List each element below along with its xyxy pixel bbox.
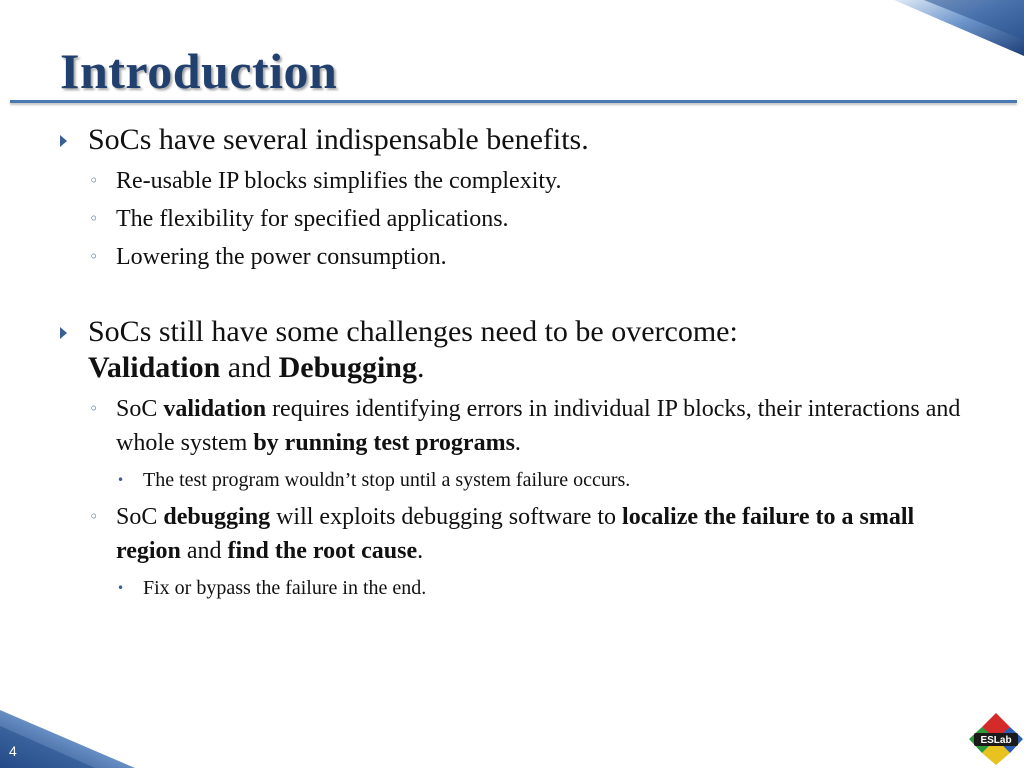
bullet-text: SoC [116,396,164,422]
bullet-level3 [0,574,1024,602]
bullet-text: The flexibility for specified applications. [116,206,509,232]
eslab-logo [966,710,1024,768]
bullet-level3 [0,466,1024,494]
dot-icon: • [117,581,125,595]
hollow-circle-icon: ◦ [89,171,99,190]
bullet-text: and [180,538,228,564]
bullet-text: . [417,538,424,564]
slide-title: Introduction [60,43,338,99]
bullet-text: SoCs have several indispensable benefits. [88,123,589,156]
hollow-circle-icon: ◦ [89,247,99,266]
bold-text: Validation [88,351,221,384]
hollow-circle-icon: ◦ [89,399,99,418]
hollow-circle-icon: ◦ [89,507,99,526]
bold-text: by running test programs [253,430,515,456]
corner-decoration-bottom-left [0,704,140,768]
bullet-text: Fix or bypass the failure in the end. [143,577,427,599]
triangle-right-icon [60,135,67,147]
bullet-level2-debugging [0,500,1024,568]
bullet-text: and [220,351,279,384]
bullet-text: requires identifying errors in individual IP blocks, their interactions and whole system [116,396,961,456]
logo-text: ESLab [980,735,1012,746]
bold-text: find the root cause [227,538,418,564]
bullet-text: . [416,351,425,384]
bullet-level2 [0,240,1024,274]
bullet-level2-validation [0,392,1024,460]
bullet-level1-challenges [0,314,1024,386]
bold-text: localize the failure to a small region [116,504,915,564]
title-underline [10,100,1017,103]
bullet-level2 [0,202,1024,236]
hollow-circle-icon: ◦ [89,209,99,228]
slide-body [0,122,1024,602]
page-number: 4 [9,743,17,759]
bullet-level2 [0,164,1024,198]
bold-text: Debugging [278,351,417,384]
bullet-text: Re-usable IP blocks simplifies the complexity. [116,168,562,194]
bullet-text: Lowering the power consumption. [116,244,447,270]
bullet-text: will exploits debugging software to [270,504,623,530]
bullet-text: The test program wouldn’t stop until a system failure occurs. [143,469,631,491]
bullet-text: SoC [116,504,164,530]
bold-text: validation [163,396,267,422]
bold-text: debugging [163,504,271,530]
dot-icon: • [117,473,125,487]
triangle-right-icon [60,327,67,339]
corner-decoration-top-right [884,0,1024,62]
bullet-text: SoCs still have some challenges need to be overcome: [88,315,738,348]
bullet-text: . [514,430,521,456]
bullet-level1-benefits [0,122,1024,158]
